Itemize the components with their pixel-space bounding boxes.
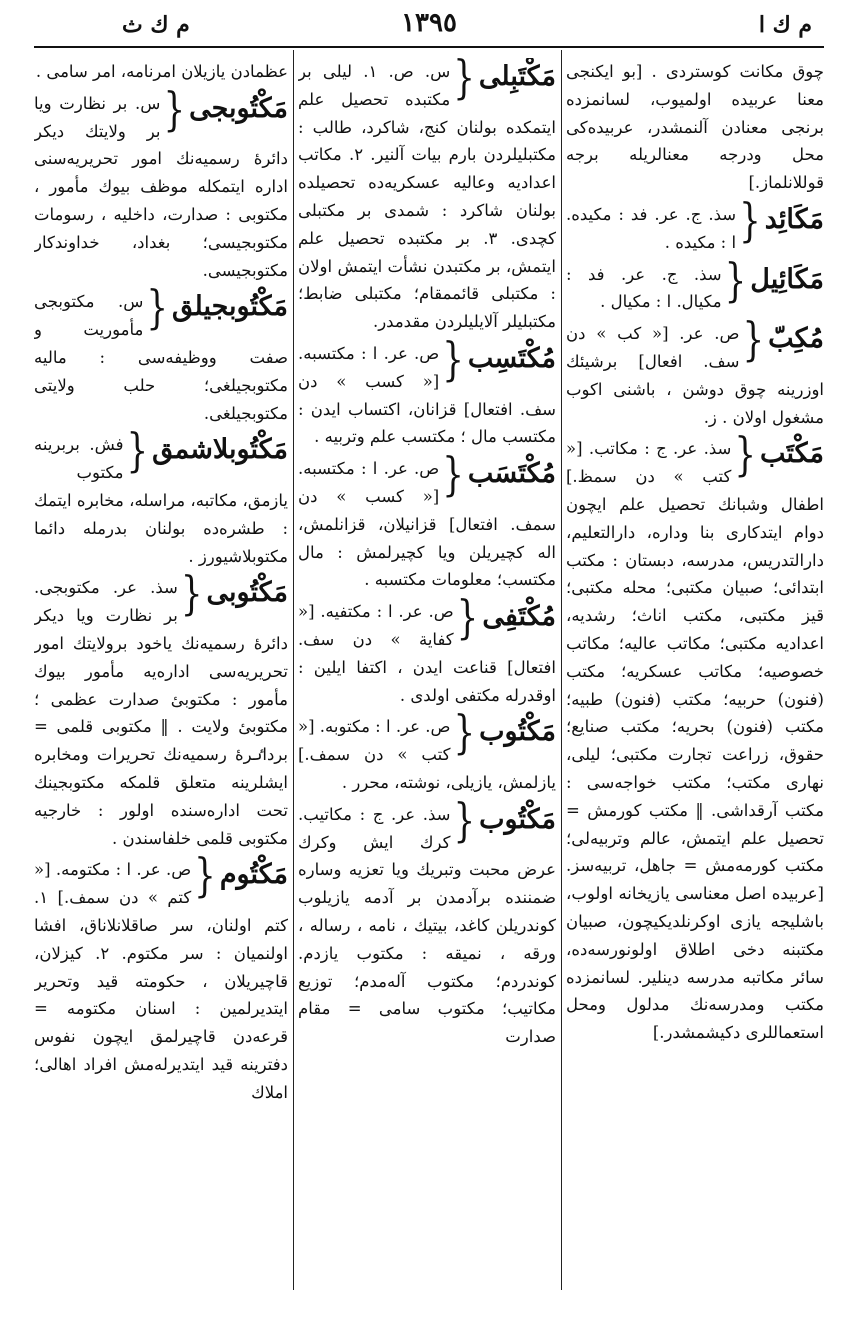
dictionary-entry: [298, 706, 556, 796]
brace-mark: {: [739, 193, 761, 248]
dictionary-entry: [34, 849, 288, 1106]
entry-headword: مَكْتُوبجيلق: [171, 291, 288, 323]
entry-text: سذ. عر. مكتوبجی. بر نظارت ويا ديكر دائرهٔ رسميه‌نك ياخود برولايتك امور تحريريه‌سی اداره‌يه مأمور بيوك مأمور : مكتوبیٔ صدارت عظمی ؛ مكتوبیٔ ولايت . ‖ مكتوبی قلمی = برداٸرهٔ رسميه‌نك تحريرات ومخابره ايشلرينه متعلق قلمكه مكتوبجينك تحت اداره‌سنده اولور : خارجيه مكتوبی قلمی خلفاسندن .: [34, 578, 288, 848]
entry-text: چوق مكانت كوستردی . [بو ايكنجی معنا عربيده اولميوب، لسانمزده برنجی معنادن آلنمشدر، عربيده‌كی محل ودرجه معنالريله برجه قوللانلماز.]: [566, 62, 824, 193]
column-divider-right: [561, 50, 562, 1290]
dictionary-entry: [566, 313, 824, 431]
brace-mark: {: [163, 82, 186, 137]
brace-mark: {: [742, 313, 765, 368]
page-header: [34, 8, 824, 44]
dictionary-entry: [34, 82, 288, 285]
entry-text: فش. بربرينه مكتوب يازمق، مكاتبه، مراسله، مخابره ايتمك : طشره‌ده بولنان بدرمله دائما مكتوبلاشيورز .: [34, 435, 288, 566]
dictionary-entry: [34, 58, 288, 86]
brace-mark: {: [146, 281, 168, 336]
entry-headword: مُكِبّ: [768, 323, 824, 355]
entry-headword: مَكْتَب: [759, 438, 824, 470]
dictionary-entry: [566, 253, 824, 317]
entry-text: س. ص. ١. ليلی بر مكتبده تحصيل علم ايتمكده بولنان كنج، شاكرد، طالب : مكتبليلردن بارم بيات آلنير. ٢. مكاتب اعداديه وعاليه عسكريه‌ده تحصيلده بولنان شاكرد : شمدی بر مكتبلی كچدی. ٣. بر مكتبده تحصيل علم ايتمش، بر مكتبدن نشأت ايتمش اولان : مكتبلی قائممقام؛ مكتبلی ضابط؛ مكتبليلر آلايليلردن مقدمدر.: [298, 62, 556, 332]
brace-mark: {: [442, 332, 464, 387]
entry-text: عظمادن يازيلان امرنامه، امر سامی .: [35, 62, 288, 81]
entry-headword: مُكْتَسَب: [467, 458, 556, 490]
dictionary-entry: [34, 567, 288, 852]
dictionary-entry: [298, 58, 556, 336]
page-number: ١٣٩٥: [401, 8, 457, 38]
column-left: [34, 58, 288, 1288]
entry-text: س. بر نظارت ويا بر ولايتك ديكر دائرهٔ رسميه‌نك امور تحريريه‌سنی اداره ايتمكله موظف بيوك مأمور ، مكتوبی : صدارت، داخليه ، رسومات مكتوبجيسی؛ بغداد، خداوندكار مكتوبجيسی.: [34, 93, 288, 280]
entry-headword: مَكْتَبِلی: [478, 61, 556, 92]
dictionary-entry: [34, 424, 288, 570]
dictionary-entry: [566, 428, 824, 1047]
entry-headword: مَكْتُوبلاشمق: [152, 434, 288, 466]
brace-mark: {: [453, 793, 476, 848]
brace-mark: {: [453, 58, 475, 105]
entry-headword: مُكْتَفِی: [482, 601, 556, 633]
brace-mark: {: [180, 567, 203, 622]
entry-text: ص. عر. ا : مكتفيه. [« كفاية » دن سف. افتعال] قناعت ايدن ، اكتفا ايلين : اوقدرله مكتفی اولدی .: [298, 602, 556, 705]
brace-mark: {: [442, 448, 464, 503]
guide-word-left: م ك ث: [122, 12, 190, 38]
entry-headword: مَكَائِد: [764, 203, 824, 235]
entry-headword: مَكْتُوب: [479, 803, 556, 835]
dictionary-entry: [298, 332, 556, 451]
entry-text: ص. عر. ا : مكتومه. [« كتم » دن سمف.] ١. كتم اولنان، سر صاقلانلاناق، افشا اولنميان : سر مكتوم. ٢. كيزلان، قاچيريلان ، حكومته قيد وتحرير ايتديرلمين : اسنان مكتومه = قرعه‌دن قاچيرلمق ايچون نفوس دفترينه قيد ايتديرلەمش افراد اهالی؛ املاك: [34, 860, 288, 1102]
dictionary-entry: [298, 591, 556, 709]
entry-text: ص. عر. ا : مكتسبه. [« كسب » دن سمف. افتعال] قزانيلان، قزانلمش، اله كچيريلن ويا كچيرلمش : مال مكتسب؛ معلومات مكتسبه .: [298, 459, 556, 590]
dictionary-entry: [34, 281, 288, 427]
guide-word-right: م ك ا: [758, 12, 812, 38]
entry-text: سذ. عر. ج : مكاتيب. كرك ايش وكرك عرض محبت وتبريك ويا تعزيه وساره ضمننده برآدمدن بر آدمه يازيلوب كوندريلن كاغد، بيتيك ، نامه ، رساله ، ورقه ، نميقه : مكتوب يازدم. كوندردم؛ مكتوب آلەمدم؛ توزيع مكاتيب؛ مكتوب سامی = مقام صدارت: [298, 804, 556, 1047]
entry-text: سذ. عر. ج : مكاتب. [« كتب » دن سمظ.] اطفال وشبانك تحصيل علم ايچون دوام ايتدكاری بنا وداره، دارالتعليم، دارالتدريس، مدرسه، دبستان : مكتب ابتدائی؛ صبيان مكتبی؛ محله مكتبی؛ قيز مكتبی، مكتب اناث؛ رشديه، اعداديه مكتبی؛ مكاتب عاليه؛ مكاتب خصوصيه؛ مكاتب عسكريه؛ مكتب (فنون) حربيه؛ مكتب (فنون) طبيه؛ مكتب (فنون) بحريه؛ مكتب صنايع؛ حقوق، زراعت تجارت مكتبی؛ ليلی، نهاری مكتب؛ مكتب خواجه‌سی : مكتب آرقداشی. ‖ مكتب كورمش = تحصيل علم ايتمش، عالم وتربيه‌لی؛ مكتب كورمه‌مش = جاهل، تربيه‌سز. [عربيده اصل معناسی يازيخانه اولوب، باشليجه يازی اوكرنلديكيچون، صبيان مكتبنه دخی اطلاق اولونورسه‌ده، سائر مكاتبه مدرسه دينلير. لسانمزده مكتب ومدرسه‌نك مدلول ومحل استعماللری دكيشمشدر.]: [566, 439, 824, 1043]
dictionary-entry: [566, 193, 824, 257]
dictionary-entry: [298, 793, 556, 1051]
entry-headword: مَكْتُوب: [479, 716, 556, 748]
brace-mark: {: [456, 591, 479, 646]
entry-headword: مَكْتُوبجی: [189, 92, 288, 124]
brace-mark: {: [724, 253, 747, 308]
column-divider-left: [293, 50, 294, 1290]
entry-text: سذ. ج. عر. فد : مكيده. ا : مكيده .: [566, 204, 737, 252]
dictionary-entry: [298, 448, 556, 594]
brace-mark: {: [194, 849, 216, 904]
entry-text: س. مكتوبجی مأموريت و صفت ووظيفه‌سی : ماليه مكتوبجيلغی؛ حلب ولايتی مكتوبجيلغی.: [34, 292, 288, 423]
brace-mark: {: [734, 428, 756, 483]
dictionary-entry: [566, 58, 824, 197]
entry-headword: مَكَائِيل: [750, 263, 824, 295]
brace-mark: {: [453, 706, 476, 761]
header-rule: [34, 46, 824, 48]
column-right: [566, 58, 824, 1288]
entry-text: ص. عر. ا : مكتوبه. [« كتب » دن سمف.] يازلمش، يازيلی، نوشته، محرر .: [298, 717, 556, 792]
entry-headword: مُكْتَسِب: [467, 342, 556, 374]
entry-text: ص. عر. [« كب » دن سف. افعال] برشيئك اوزرينه چوق دوشن ، باشنی اكوب مشغول اولان . ز.: [566, 324, 824, 427]
entry-text: سذ. ج. عر. فد : مكيال. ا : مكيال .: [566, 264, 722, 312]
entry-headword: مَكْتُوبی: [206, 577, 288, 609]
column-middle: [298, 58, 556, 1288]
entry-headword: مَكْتُوم: [219, 859, 288, 891]
brace-mark: {: [126, 424, 149, 479]
entry-text: ص. عر. ا : مكتسبه. [« كسب » دن سف. افتعال] قزانان، اكتساب ايدن : مكتسب مال ؛ مكتسب علم وتربيه .: [298, 343, 556, 447]
